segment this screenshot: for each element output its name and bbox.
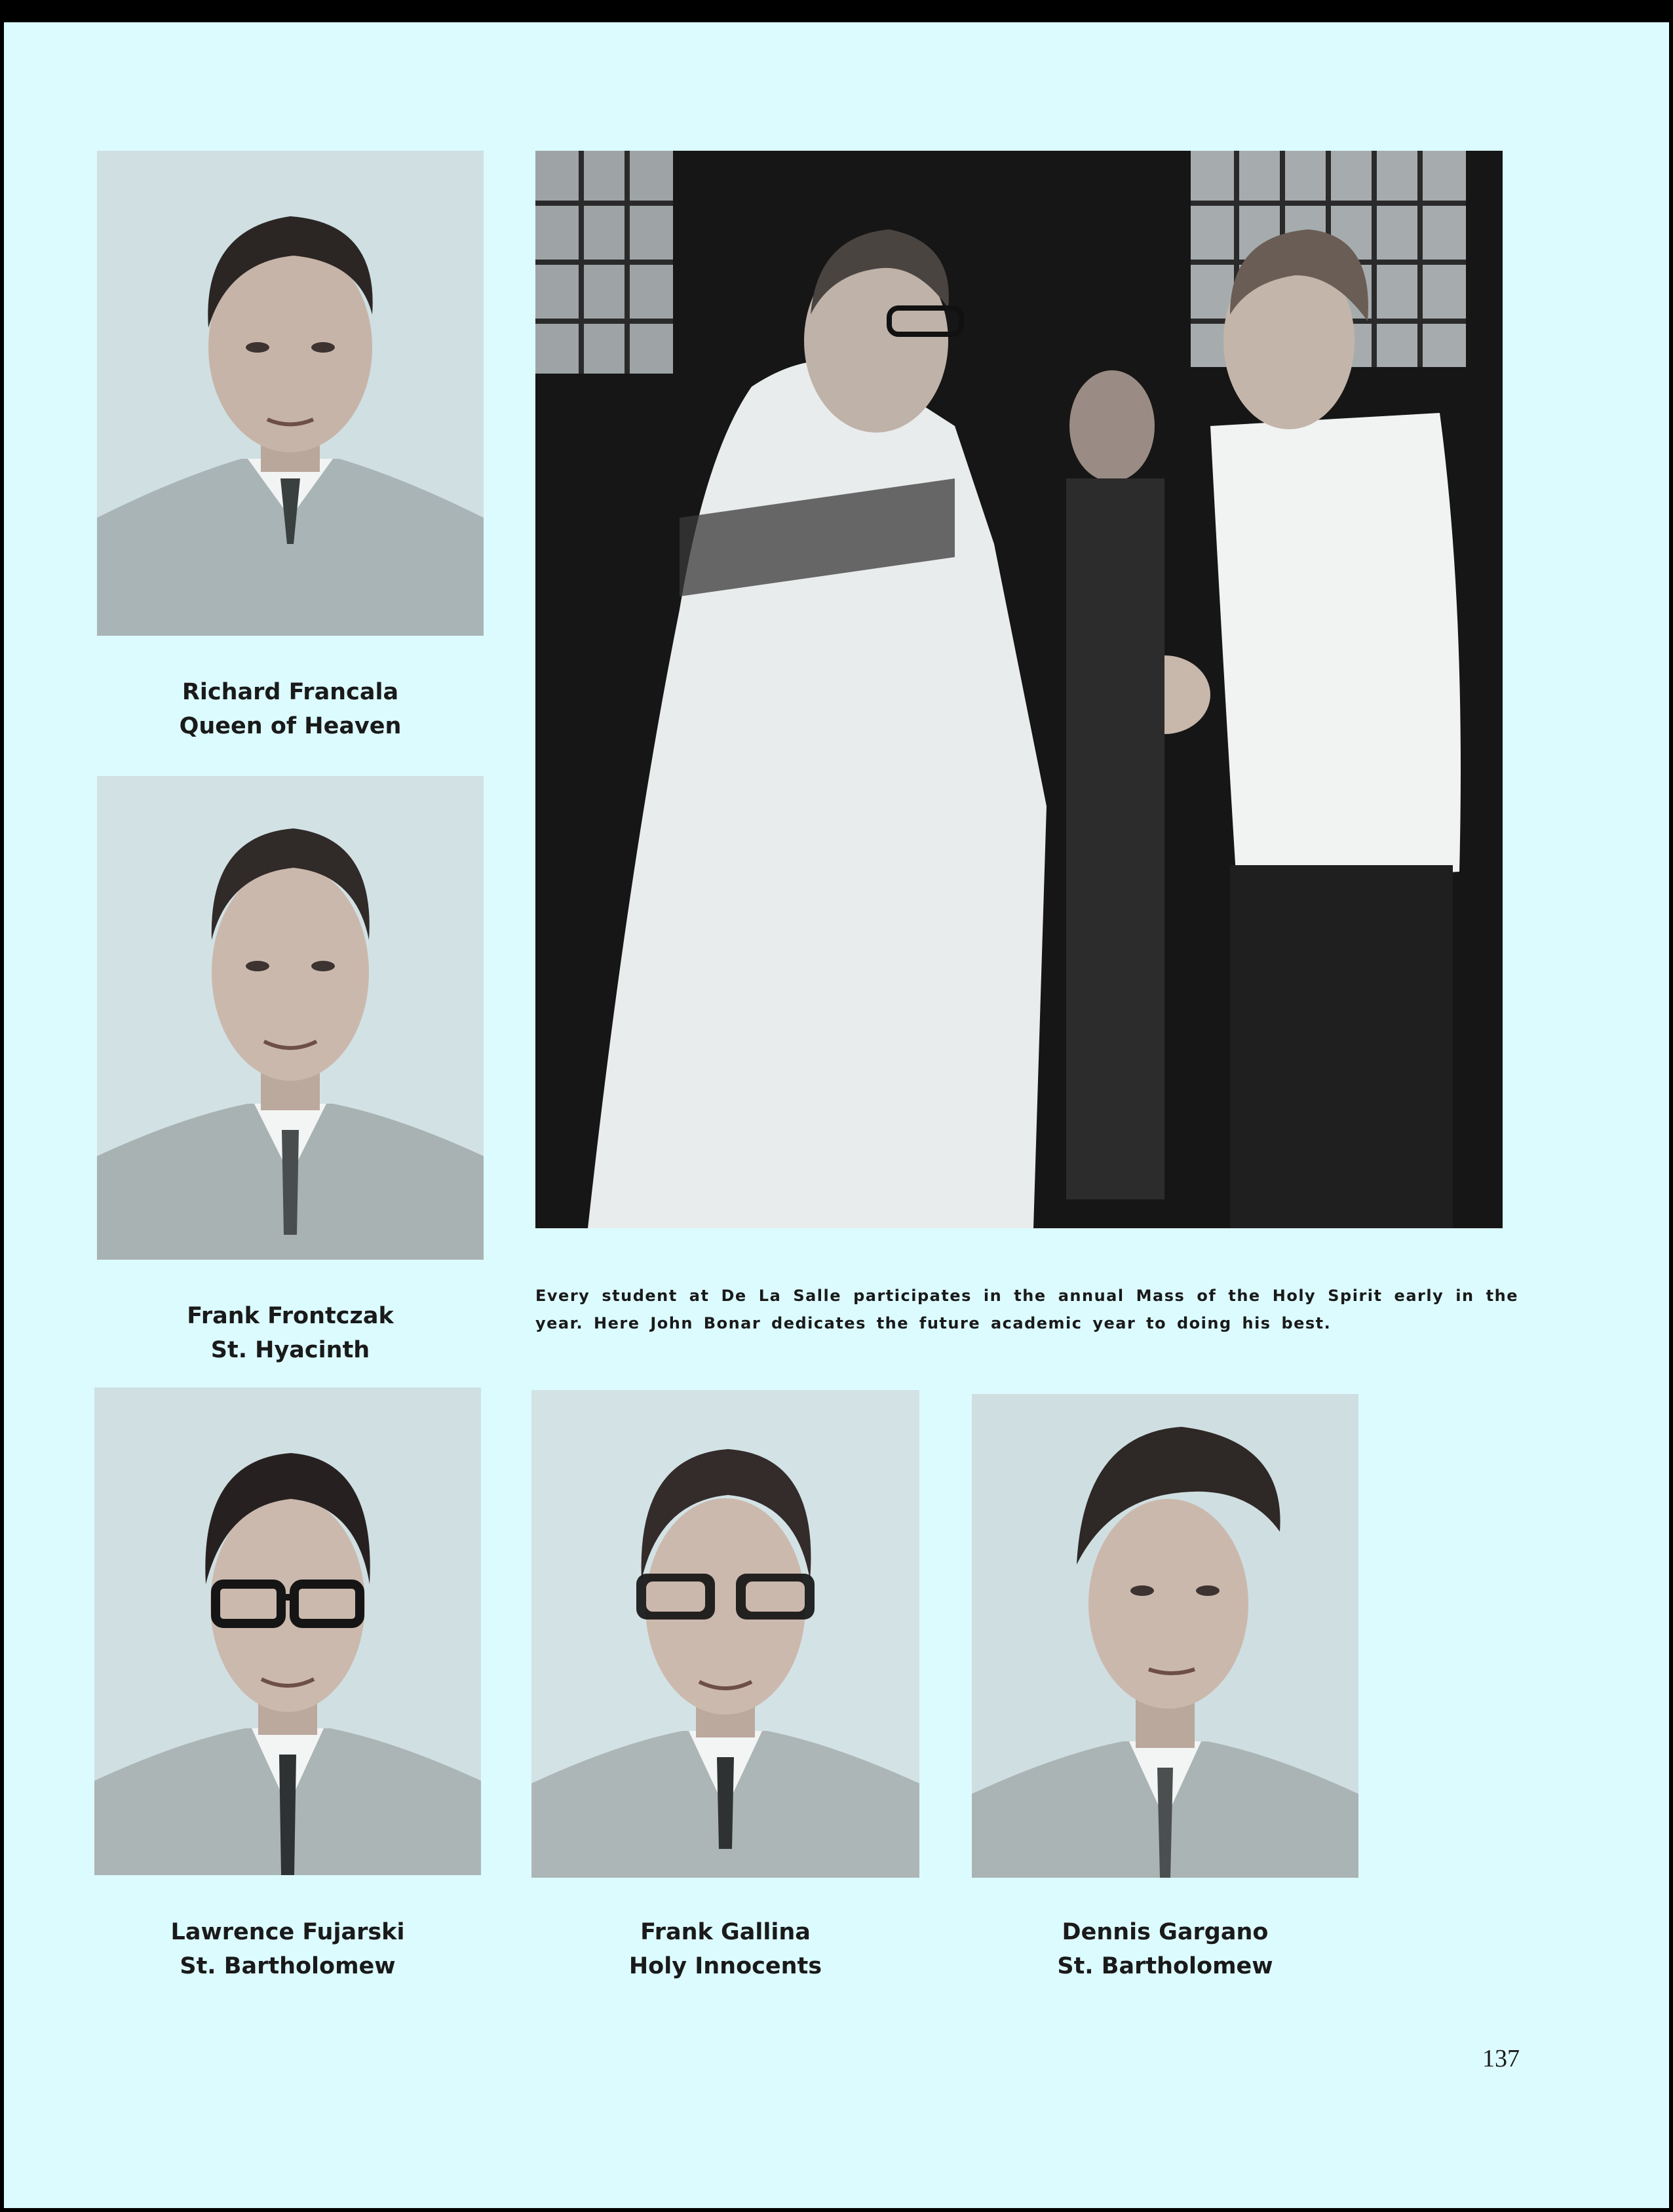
portrait-photo-gallina xyxy=(531,1390,919,1878)
portrait-caption-2 xyxy=(97,1299,484,1367)
student-parish: St. Bartholomew xyxy=(1057,1953,1273,1979)
page-number: 137 xyxy=(1482,2045,1520,2072)
portrait-caption-3 xyxy=(94,1915,481,1983)
student-parish: St. Bartholomew xyxy=(180,1953,396,1979)
portrait-photo-francala xyxy=(97,151,484,636)
student-name: Richard Francala xyxy=(182,679,399,705)
student-name: Frank Gallina xyxy=(640,1919,811,1945)
feature-photo-caption: Every student at De La Salle participates in the annual Mass of the Holy Spirit early in the year. Here John Bonar dedicates the future academic year to doing his best. xyxy=(535,1287,1518,1332)
student-name: Frank Frontczak xyxy=(187,1303,394,1329)
portrait-caption-4 xyxy=(531,1915,919,1983)
portrait-photo-fujarski xyxy=(94,1387,481,1875)
student-parish: Queen of Heaven xyxy=(179,713,402,739)
student-parish: Holy Innocents xyxy=(628,1953,822,1979)
feature-photo-mass xyxy=(535,151,1503,1228)
portrait-caption-1 xyxy=(97,675,484,743)
yearbook-page xyxy=(4,22,1669,2208)
student-parish: St. Hyacinth xyxy=(210,1337,370,1363)
portrait-caption-5 xyxy=(972,1915,1358,1983)
student-name: Lawrence Fujarski xyxy=(170,1919,405,1945)
portrait-photo-gargano xyxy=(972,1394,1358,1878)
student-name: Dennis Gargano xyxy=(1062,1919,1269,1945)
portrait-photo-frontczak xyxy=(97,776,484,1260)
